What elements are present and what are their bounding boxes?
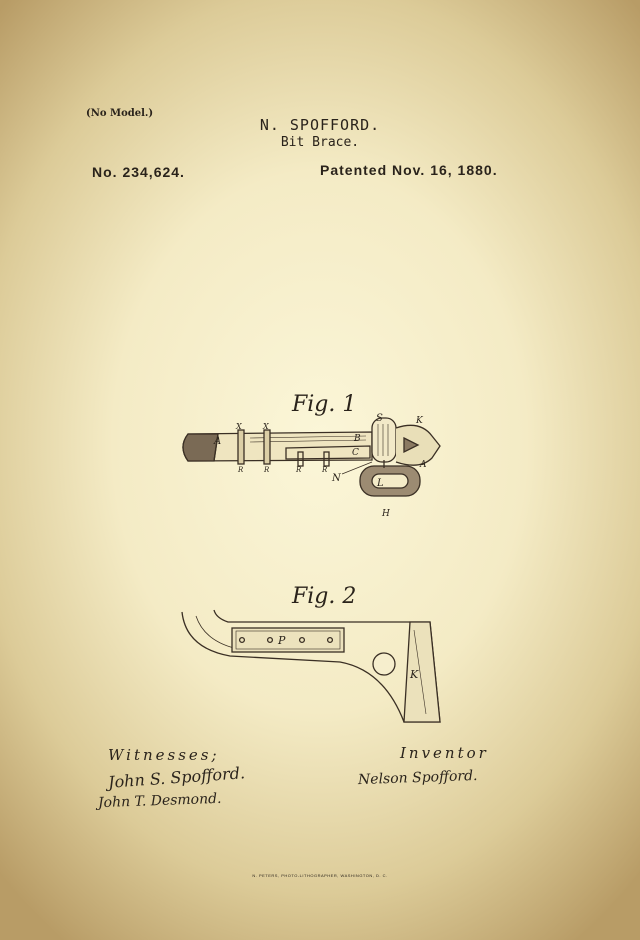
fig1-letter-a-left: A: [214, 436, 222, 447]
witness-signature-2: John T. Desmond.: [97, 790, 222, 812]
fig1-letter-x2: X: [263, 422, 269, 431]
fig1-label: Fig. 1: [292, 392, 357, 417]
fig1-letter-r1: R: [238, 466, 244, 474]
fig1-drawing: [170, 400, 460, 525]
patent-title: Bit Brace.: [280, 135, 360, 150]
fig1-letter-r3: R: [296, 466, 302, 474]
witnesses-label: Witnesses;: [108, 746, 220, 764]
fig1-letter-c: C: [352, 448, 359, 458]
patent-number: No. 234,624.: [92, 164, 185, 180]
fig2-letter-k: K: [410, 668, 419, 681]
patent-date: Patented Nov. 16, 1880.: [320, 162, 498, 178]
fig1-letter-b: B: [354, 434, 361, 444]
inventor-name: N. SPOFFORD.: [259, 116, 381, 134]
fig1-letter-k-top: K: [416, 416, 423, 426]
fig1-letter-n: N: [332, 473, 341, 484]
model-note: (No Model.): [86, 108, 154, 119]
fig1-letter-r4: R: [322, 466, 328, 474]
fig2-letter-p: P: [278, 634, 286, 647]
witness-signature-1: John S. Spofford.: [107, 763, 246, 792]
fig1-letter-x1: X: [236, 422, 242, 431]
fig2-label: Fig. 2: [292, 584, 357, 609]
fig1-letter-h: H: [382, 509, 390, 519]
fig1-letter-s: S: [376, 413, 383, 424]
inventor-signature: Nelson Spofford.: [357, 767, 478, 789]
fig2-drawing: [178, 604, 444, 724]
inventor-label: Inventor: [400, 744, 489, 762]
lithographer-imprint: N. PETERS, PHOTO-LITHOGRAPHER, WASHINGTON, D. C.: [252, 873, 388, 878]
fig1-letter-r2: R: [264, 466, 270, 474]
fig1-letter-l: L: [377, 478, 384, 489]
fig1-letter-a-right: A: [420, 460, 427, 470]
